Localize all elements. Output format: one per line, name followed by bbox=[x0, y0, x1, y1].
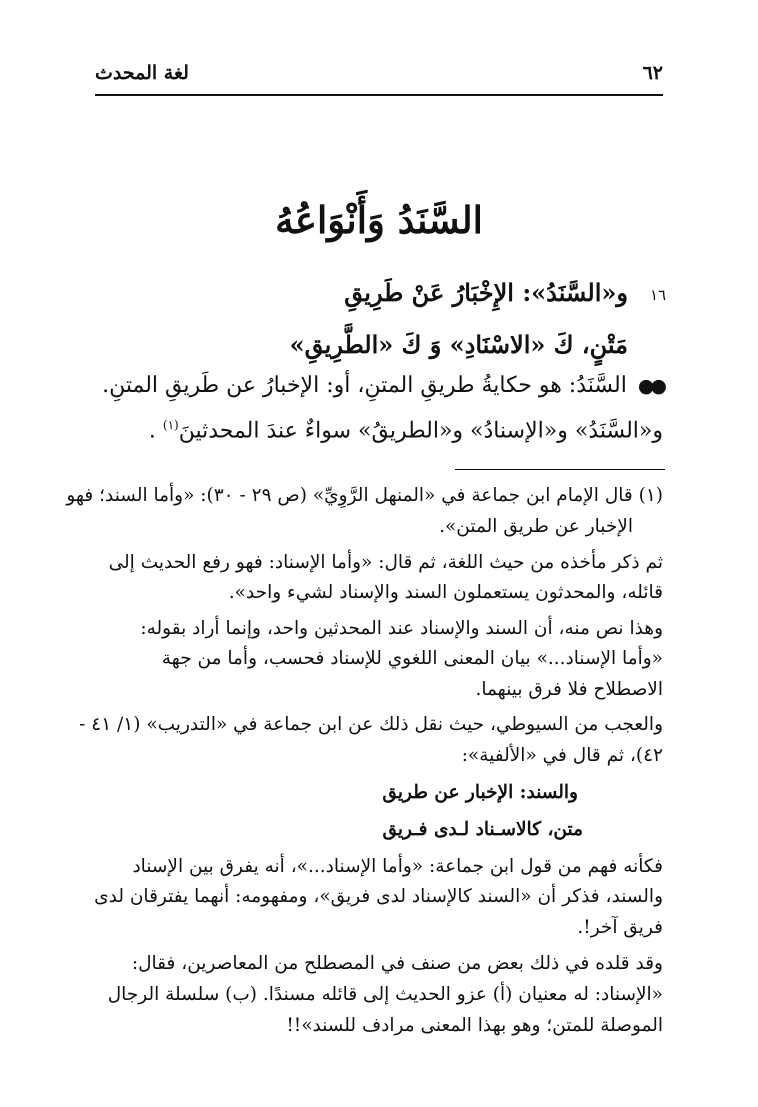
verse-line-1: و«السَّنَدُ»: الإِخْبَارُ عَنْ طَرِيقِ bbox=[344, 278, 628, 307]
poem-line-2: متن، كالاسـناد لـدى فـريق bbox=[382, 819, 583, 840]
footnote-line: فريق آخر!. bbox=[577, 917, 663, 938]
footnote-line: والعجب من السيوطي، حيث نقل ذلك عن ابن جماعة في «التدريب» (١/ ٤١ - bbox=[79, 714, 663, 735]
footnote-line: وقد قلده في ذلك بعض من صنف في المصطلح من المعاصرين، فقال: bbox=[131, 953, 663, 974]
definition-text-2-end: . bbox=[148, 418, 156, 444]
verse-line-2: مَتْنٍ، كَ «الاسْنَادِ» وَ كَ «الطَّرِيقِ» bbox=[289, 330, 628, 359]
footnote-line: الإخبار عن طريق المتن». bbox=[439, 516, 633, 537]
page-header bbox=[95, 60, 663, 96]
poem-line-1: والسند: الإخبار عن طريق bbox=[382, 782, 578, 803]
chapter-title: السَّنَدُ وَأَنْوَاعُهُ bbox=[275, 198, 483, 242]
footnote-line: ثم ذكر مأخذه من حيث اللغة، ثم قال: «وأما الإسناد: فهو رفع الحديث إلى bbox=[108, 552, 663, 573]
definition-line-2 bbox=[149, 418, 663, 443]
footnote-line: «الإسناد: له معنيان (أ) عزو الحديث إلى قائله مسندًا. (ب) سلسلة الرجال bbox=[107, 984, 663, 1005]
bullet-icon: ●● bbox=[637, 375, 663, 397]
footnote-divider bbox=[455, 469, 665, 470]
footnote-line: «وأما الإسناد...» بيان المعنى اللغوي للإسناد فحسب، وأما من جهة bbox=[161, 648, 663, 669]
page-number: ٦٢ bbox=[642, 62, 663, 84]
footnote-line: الاصطلاح فلا فرق بينهما. bbox=[475, 679, 663, 700]
definition-text-1: السَّنَدُ: هو حكايةُ طريقِ المتنِ، أو: الإخبارُ عن طَريقِ المتنِ. bbox=[102, 373, 627, 398]
definition-line-1 bbox=[102, 373, 663, 398]
footnote-line: وهذا نص منه، أن السند والإسناد عند المحدثين واحد، وإنما أراد بقوله: bbox=[140, 618, 663, 639]
footnote-line: والسند، فذكر أن «السند كالإسناد لدى فريق»، ومفهومه: أنهما يفترقان لدى bbox=[94, 886, 663, 907]
definition-text-2: و«السَّنَدُ» و«الإسنادُ» و«الطريقُ» سواءٌ عندَ المحدثينَ bbox=[178, 418, 663, 444]
footnote-line: الموصلة للمتن؛ وهو بهذا المعنى مرادف للسند»!! bbox=[286, 1015, 663, 1036]
footnote-line: قائله، والمحدثون يستعملون السند والإسناد لشيء واحد». bbox=[228, 582, 663, 603]
verse-number: ١٦ bbox=[650, 286, 667, 304]
footnote-line: ٤٢)، ثم قال في «الألفية»: bbox=[461, 745, 663, 766]
footnote-reference: (١) bbox=[162, 418, 179, 432]
footnote-line: فكأنه فهم من قول ابن جماعة: «وأما الإسناد...»، أنه يفرق بين الإسناد bbox=[132, 856, 663, 877]
running-title: لغة المحدث bbox=[95, 62, 189, 84]
footnote-line: (١) قال الإمام ابن جماعة في «المنهل الرَّوِيِّ» (ص ٢٩ - ٣٠): «وأما السند؛ فهو bbox=[66, 485, 663, 506]
